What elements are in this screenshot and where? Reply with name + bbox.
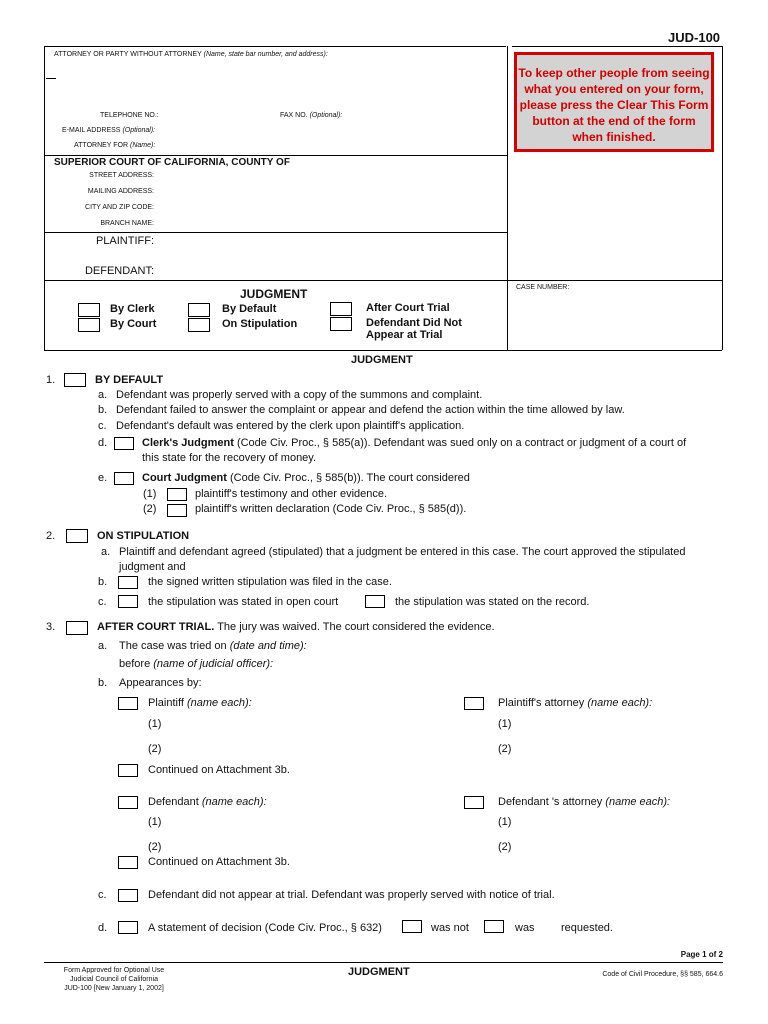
header-top-rule	[44, 46, 506, 47]
by-default-label: By Default	[222, 303, 277, 315]
by-court-label: By Court	[110, 318, 157, 330]
s1-e-text: Court Judgment (Code Civ. Proc., § 585(b)). The court considered	[142, 472, 470, 484]
s2-a-text-2: judgment and	[119, 561, 186, 573]
s2-a-text: Plaintiff and defendant agreed (stipulated) that a judgment be entered in this case. The court approved the stipulated	[119, 546, 686, 558]
s3-c-text: Defendant did not appear at trial. Defendant was properly served with notice of trial.	[148, 889, 555, 901]
s3-a-text-2: before (name of judicial officer):	[119, 658, 274, 670]
plaintiff-attorney-label: Plaintiff's attorney (name each):	[498, 697, 653, 709]
on-stipulation-label: On Stipulation	[222, 318, 298, 330]
did-not-appear-checkbox[interactable]	[330, 317, 352, 331]
s1-e1-number: (1)	[143, 488, 157, 500]
statement-of-decision-checkbox[interactable]	[118, 921, 138, 934]
attorney-input-mark[interactable]	[46, 78, 56, 79]
defendant-label: DEFENDANT:	[84, 265, 154, 277]
parties-top-rule	[44, 232, 507, 233]
defendant-attorney-checkbox[interactable]	[464, 796, 484, 809]
s1-d-text: Clerk's Judgment (Code Civ. Proc., § 585(a)). Defendant was sued only on a contract or judgment of a court of	[142, 437, 687, 449]
footer-approval: Form Approved for Optional Use Judicial Council of California JUD-100 [New January 1, 2002]	[63, 967, 165, 992]
defendant-two: (2)	[148, 841, 162, 853]
was-label: was	[515, 922, 535, 934]
mailing-label: MAILING ADDRESS:	[87, 188, 154, 195]
street-label: STREET ADDRESS:	[89, 172, 154, 179]
telephone-label: TELEPHONE NO.:	[100, 112, 159, 119]
by-clerk-label: By Clerk	[110, 303, 155, 315]
was-not-label: was not	[431, 922, 469, 934]
s1-a-text: Defendant was properly served with a copy of the summons and complaint.	[116, 389, 483, 401]
footer-code: Code of Civil Procedure, §§ 585, 664.6	[602, 971, 723, 978]
s2-b-letter: b.	[98, 576, 108, 588]
by-default-checkbox[interactable]	[188, 303, 210, 317]
footer-title: JUDGMENT	[348, 966, 410, 978]
header-bottom-rule	[44, 350, 722, 351]
s2-c-letter: c.	[98, 596, 107, 608]
case-number-label: CASE NUMBER:	[516, 284, 570, 291]
header-top-rule-right	[512, 46, 722, 47]
by-default-section-checkbox[interactable]	[64, 373, 86, 387]
s2-number: 2.	[46, 530, 56, 542]
s3-title: AFTER COURT TRIAL. The jury was waived. The court considered the evidence.	[97, 621, 495, 633]
s1-d-text-2: this state for the recovery of money.	[142, 452, 317, 464]
s3-number: 3.	[46, 621, 56, 633]
attorney-for-label: ATTORNEY FOR (Name):	[74, 142, 156, 149]
fax-label: FAX NO. (Optional):	[280, 112, 343, 119]
attorney-label: ATTORNEY OR PARTY WITHOUT ATTORNEY (Name, state bar number, and address):	[54, 51, 328, 58]
s1-e-letter: e.	[98, 472, 108, 484]
on-stipulation-section-checkbox[interactable]	[66, 529, 88, 543]
s2-a-letter: a.	[101, 546, 111, 558]
s1-e2-number: (2)	[143, 503, 157, 515]
plaintiff-attorney-one: (1)	[498, 718, 512, 730]
plaintiff-appearance-label: Plaintiff (name each):	[148, 697, 252, 709]
court-top-rule	[44, 155, 507, 156]
s1-title: BY DEFAULT	[95, 374, 164, 386]
clerks-judgment-checkbox[interactable]	[114, 437, 134, 450]
did-not-appear-label-1: Defendant Did Not	[366, 317, 462, 329]
s3-b-letter: b.	[98, 677, 108, 689]
after-trial-section-checkbox[interactable]	[66, 621, 88, 635]
plaintiff-appearance-checkbox[interactable]	[118, 697, 138, 710]
s3-d-letter: d.	[98, 922, 108, 934]
page-number: Page 1 of 2	[680, 950, 723, 959]
branch-label: BRANCH NAME:	[100, 220, 154, 227]
s1-b-letter: b.	[98, 404, 108, 416]
form-number: JUD-100	[668, 30, 721, 45]
s3-b-text: Appearances by:	[119, 677, 202, 689]
defendant-attorney-one: (1)	[498, 816, 512, 828]
header-left-rule	[44, 46, 45, 350]
plaintiff-continued-checkbox[interactable]	[118, 764, 138, 777]
testimony-checkbox[interactable]	[167, 488, 187, 501]
body-title: JUDGMENT	[351, 354, 413, 366]
defendant-continued-label: Continued on Attachment 3b.	[148, 856, 290, 868]
footer-rule	[44, 962, 723, 963]
on-stipulation-checkbox[interactable]	[188, 318, 210, 332]
s3-d-text: A statement of decision (Code Civ. Proc., § 632)	[148, 922, 382, 934]
on-record-checkbox[interactable]	[365, 595, 385, 608]
s1-e1-text: plaintiff's testimony and other evidence.	[195, 488, 388, 500]
written-stipulation-checkbox[interactable]	[118, 576, 138, 589]
s3-a-letter: a.	[98, 640, 108, 652]
requested-label: requested.	[561, 922, 613, 934]
judgment-top-rule	[44, 280, 722, 281]
court-title: SUPERIOR COURT OF CALIFORNIA, COUNTY OF	[54, 157, 290, 168]
header-mid-rule	[507, 46, 508, 350]
by-court-checkbox[interactable]	[78, 318, 100, 332]
after-trial-checkbox[interactable]	[330, 302, 352, 316]
court-judgment-checkbox[interactable]	[114, 472, 134, 485]
s1-c-letter: c.	[98, 420, 107, 432]
defendant-continued-checkbox[interactable]	[118, 856, 138, 869]
plaintiff-attorney-two: (2)	[498, 743, 512, 755]
clear-form-notice: To keep other people from seeing what you entered on your form, please press the Clear This Form button at the end of the form when finished.	[514, 52, 714, 152]
defendant-attorney-two: (2)	[498, 841, 512, 853]
s2-title: ON STIPULATION	[97, 530, 190, 542]
header-right-rule	[722, 46, 723, 350]
s2-b-text: the signed written stipulation was filed in the case.	[148, 576, 392, 588]
defendant-one: (1)	[148, 816, 162, 828]
s3-c-letter: c.	[98, 889, 107, 901]
by-clerk-checkbox[interactable]	[78, 303, 100, 317]
s1-a-letter: a.	[98, 389, 108, 401]
did-not-appear-label-2: Appear at Trial	[366, 329, 443, 341]
defendant-attorney-label: Defendant 's attorney (name each):	[498, 796, 671, 808]
plaintiff-label: PLAINTIFF:	[95, 235, 154, 247]
s1-c-text: Defendant's default was entered by the clerk upon plaintiff's application.	[116, 420, 465, 432]
s3-a-text: The case was tried on (date and time):	[119, 640, 307, 652]
did-not-appear-section-checkbox[interactable]	[118, 889, 138, 902]
plaintiff-attorney-checkbox[interactable]	[464, 697, 484, 710]
open-court-checkbox[interactable]	[118, 595, 138, 608]
email-label: E-MAIL ADDRESS (Optional):	[62, 127, 156, 134]
defendant-appearance-label: Defendant (name each):	[148, 796, 267, 808]
s1-d-letter: d.	[98, 437, 108, 449]
s1-b-text: Defendant failed to answer the complaint or appear and defend the action within the time allowed by law.	[116, 404, 625, 416]
s1-number: 1.	[46, 374, 56, 386]
city-label: CITY AND ZIP CODE:	[85, 204, 154, 211]
plaintiff-continued-label: Continued on Attachment 3b.	[148, 764, 290, 776]
defendant-appearance-checkbox[interactable]	[118, 796, 138, 809]
plaintiff-two: (2)	[148, 743, 162, 755]
judgment-box-title: JUDGMENT	[240, 287, 308, 301]
s1-e2-text: plaintiff's written declaration (Code Civ. Proc., § 585(d)).	[195, 503, 467, 515]
plaintiff-one: (1)	[148, 718, 162, 730]
written-declaration-checkbox[interactable]	[167, 504, 187, 517]
s2-c2-text: the stipulation was stated on the record.	[395, 596, 590, 608]
s2-c1-text: the stipulation was stated in open court	[148, 596, 339, 608]
was-checkbox[interactable]	[484, 920, 504, 933]
after-trial-label: After Court Trial	[366, 302, 450, 314]
was-not-checkbox[interactable]	[402, 920, 422, 933]
